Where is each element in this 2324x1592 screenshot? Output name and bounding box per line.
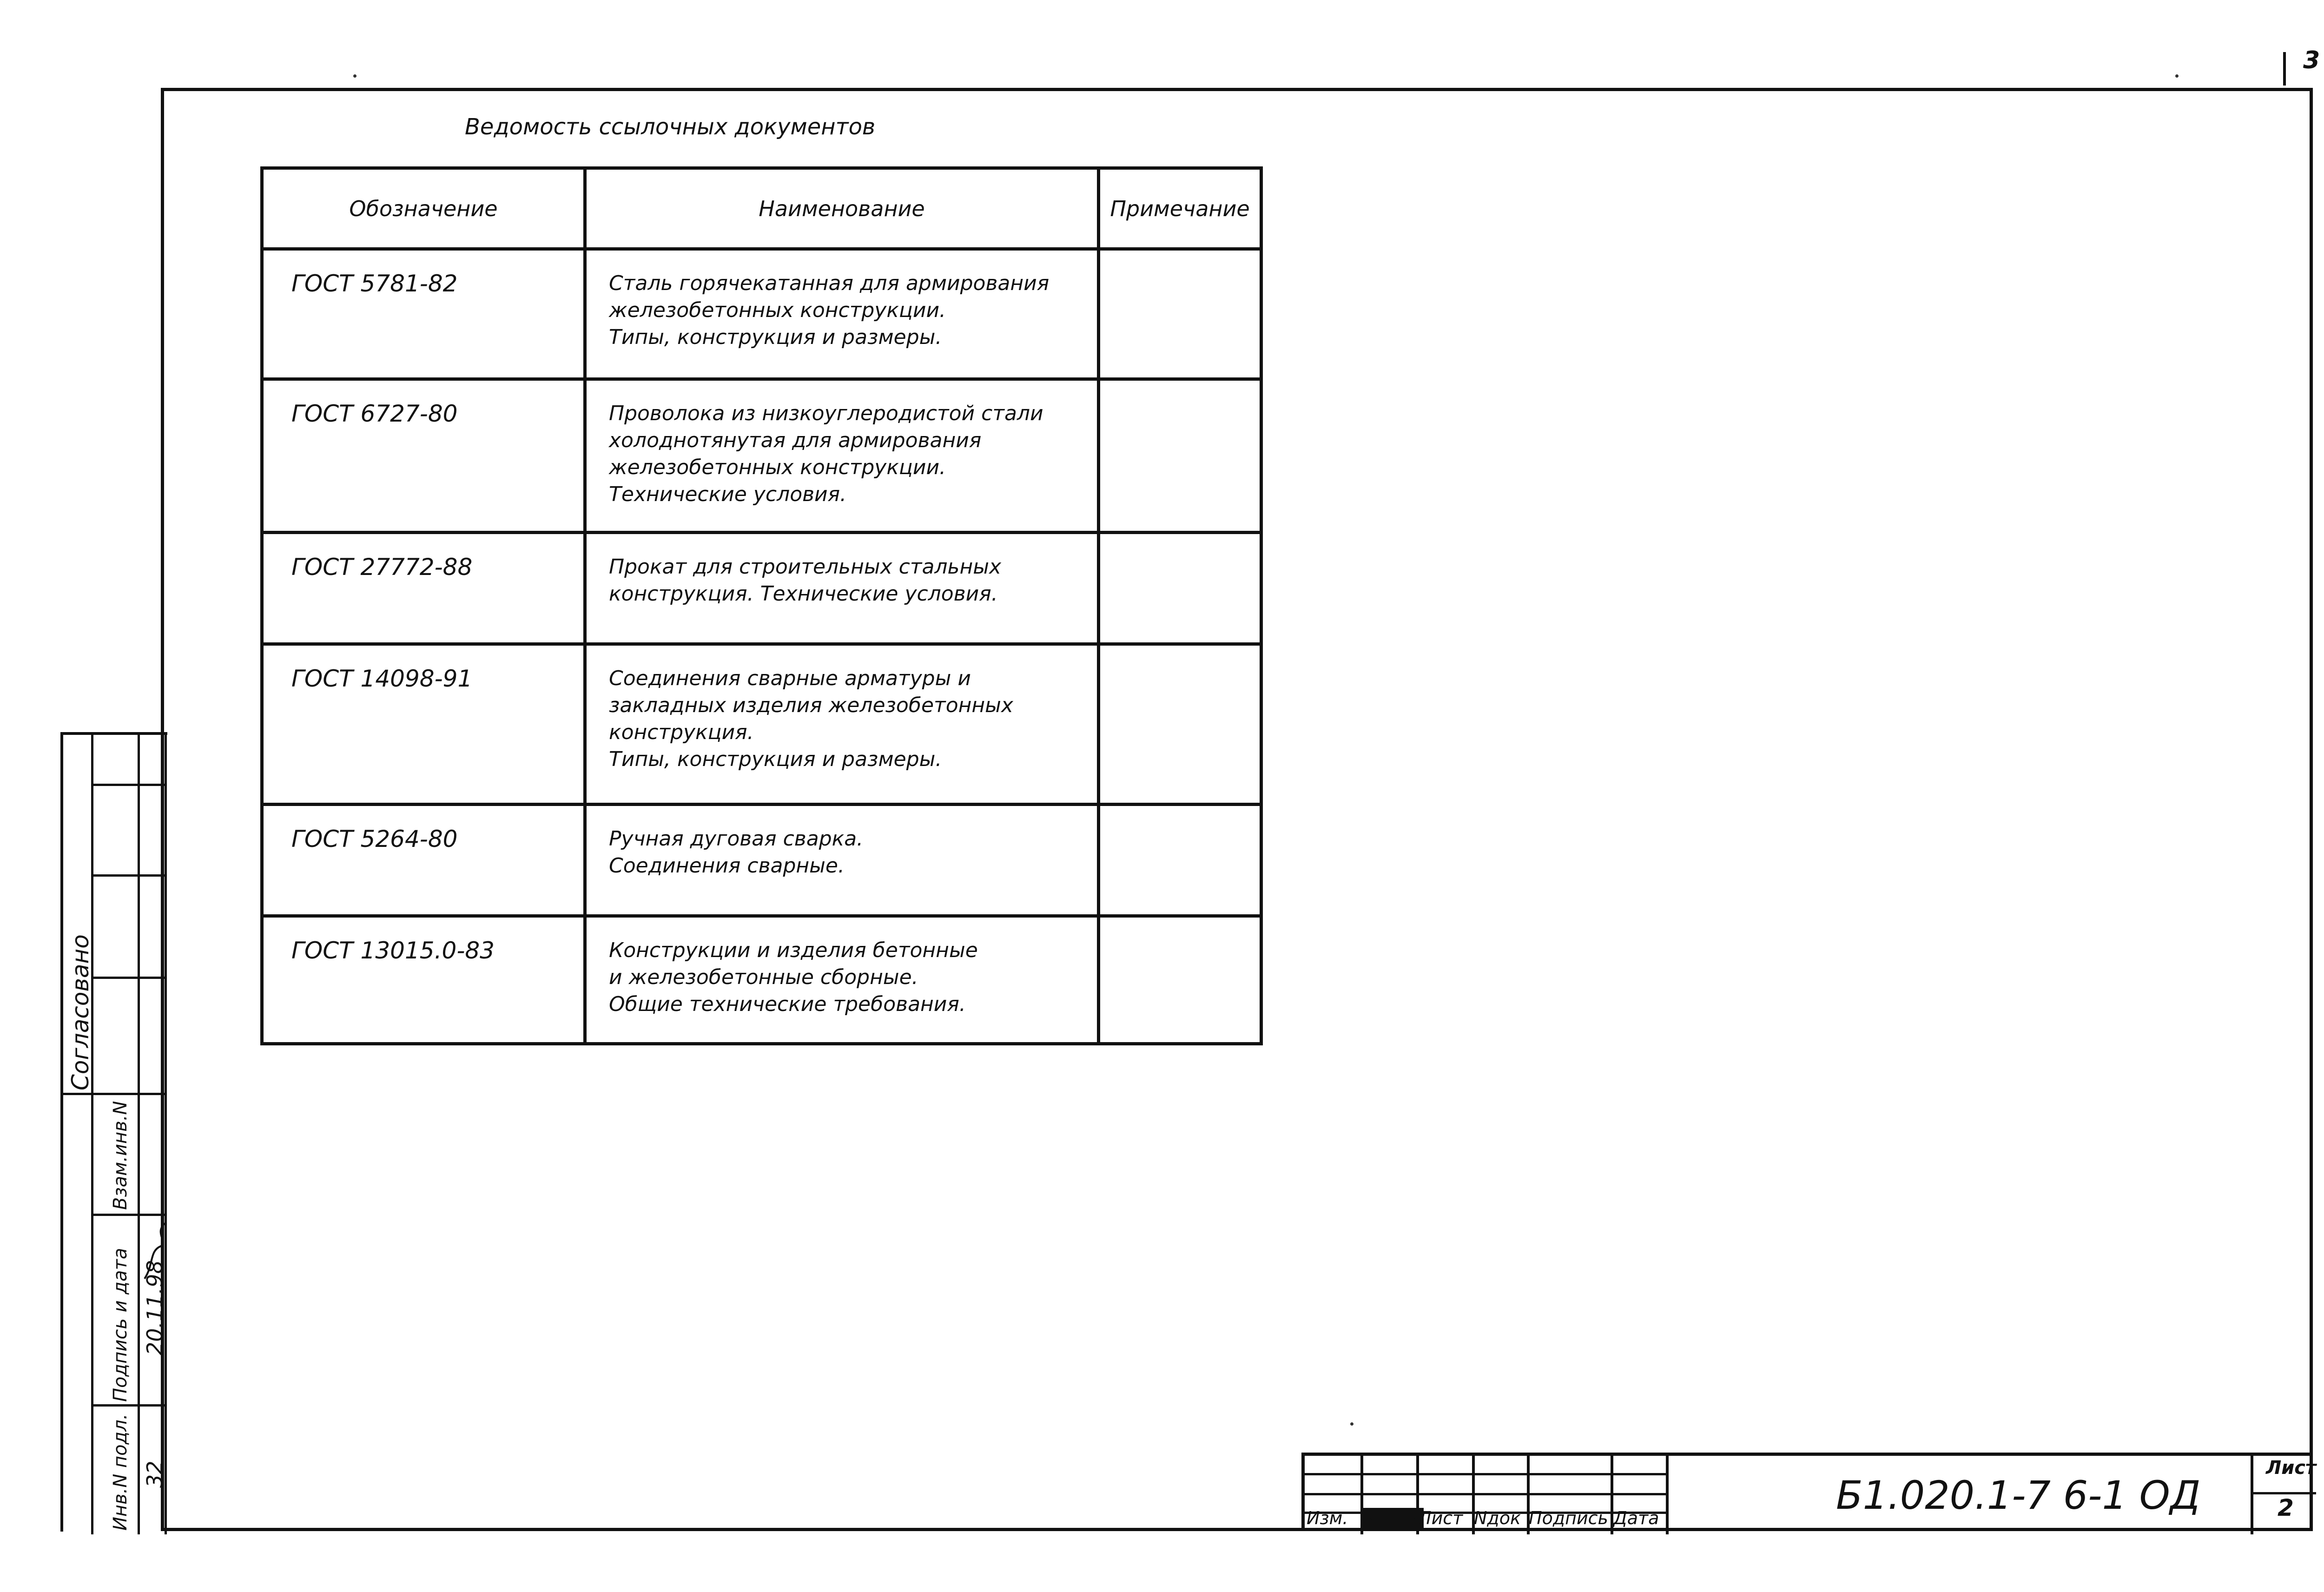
sheet-number: 2 [2278, 1494, 2294, 1521]
inv-value: 32 [142, 1460, 167, 1488]
row-name [585, 916, 1099, 1044]
name-line: конструкция. [609, 720, 754, 744]
name-line: Общие технические требования. [609, 992, 966, 1016]
table-header-row [262, 168, 1261, 249]
name-line: Соединения сварные арматуры и [609, 667, 971, 690]
col-data: Дата [1613, 1508, 1659, 1528]
stamp-line [91, 784, 165, 786]
name-line: Технические условия. [609, 482, 847, 506]
col-izm: Изм. [1307, 1508, 1348, 1528]
name-line: Сталь горячекатанная для армирования [609, 271, 1050, 295]
col-podpis: Подпись [1529, 1508, 1608, 1528]
signature-mark [140, 1218, 172, 1283]
sign-date-label: Подпись и дата [110, 1248, 131, 1402]
row-code: ГОСТ 13015.0-83 [262, 916, 585, 1044]
inv-original-label: Инв.N подл. [110, 1414, 131, 1531]
row-code: ГОСТ 27772-88 [262, 533, 585, 644]
name-line: Ручная дуговая сварка. [609, 827, 864, 851]
row-note [1099, 805, 1261, 916]
row-code: ГОСТ 6727-80 [262, 379, 585, 533]
row-note [1099, 379, 1261, 533]
stamp-line [91, 1404, 165, 1407]
row-name [585, 805, 1099, 916]
stamp-line [63, 1093, 165, 1095]
row-name [585, 644, 1099, 805]
document-heading: Ведомость ссылочных документов [465, 114, 876, 140]
name-line: Конструкции и изделия бетонные [609, 938, 978, 962]
table-row [262, 805, 1261, 916]
name-line: конструкция. Технические условия. [609, 582, 998, 606]
stamp-line [165, 735, 167, 1534]
stamp-line [91, 874, 165, 877]
stamp-line [91, 977, 165, 979]
header-designation: Обозначение [262, 168, 585, 249]
table-row [262, 379, 1261, 533]
row-code: ГОСТ 5264-80 [262, 805, 585, 916]
reference-documents-table [260, 166, 1263, 1045]
row-name [585, 249, 1099, 379]
title-block-line [2251, 1456, 2253, 1534]
scan-speck [353, 74, 357, 78]
row-name [585, 379, 1099, 533]
agreed-label: Согласовано [67, 934, 94, 1090]
stamp-line [91, 1214, 165, 1216]
col-ndok: Nдок [1474, 1508, 1521, 1528]
table-row [262, 916, 1261, 1044]
name-line: Типы, конструкция и размеры. [609, 747, 942, 771]
row-note [1099, 644, 1261, 805]
name-line: железобетонных конструкции. [609, 456, 946, 479]
row-name [585, 533, 1099, 644]
name-line: Соединения сварные. [609, 854, 845, 878]
table-row [262, 533, 1261, 644]
name-line: железобетонных конструкции. [609, 298, 946, 322]
scan-speck [2175, 74, 2179, 78]
col-kol-uch: Кол.уч [1362, 1508, 1424, 1528]
name-line: Прокат для строительных стальных [609, 555, 1002, 579]
header-name: Наименование [585, 168, 1099, 249]
name-line: Проволока из низкоуглеродистой стали [609, 402, 1043, 425]
stamp-line [138, 735, 140, 1534]
left-approval-stamp [60, 732, 167, 1532]
name-line: Типы, конструкция и размеры. [609, 325, 942, 349]
name-line: холоднотянутая для армирования [609, 429, 982, 452]
page-number-marker [2283, 52, 2286, 86]
scan-speck [1350, 1422, 1353, 1426]
col-list: Лист [1418, 1508, 1463, 1528]
row-code: ГОСТ 5781-82 [262, 249, 585, 379]
row-note [1099, 533, 1261, 644]
row-note [1099, 249, 1261, 379]
page-number: 3 [2303, 46, 2320, 74]
document-code: Б1.020.1-7 6-1 ОД [1836, 1473, 2201, 1518]
stamp-line [91, 735, 93, 1534]
sheet-label: Лист [2266, 1457, 2317, 1479]
header-note: Примечание [1099, 168, 1261, 249]
name-line: закладных изделия железобетонных [609, 694, 1013, 717]
row-note [1099, 916, 1261, 1044]
table-row [262, 644, 1261, 805]
title-block-line [1666, 1456, 1669, 1534]
date-value: 20.11.98 [142, 1260, 167, 1355]
table-row [262, 249, 1261, 379]
replaced-inv-label: Взам.инв.N [110, 1101, 131, 1210]
name-line: и железобетонные сборные. [609, 965, 918, 989]
row-code: ГОСТ 14098-91 [262, 644, 585, 805]
